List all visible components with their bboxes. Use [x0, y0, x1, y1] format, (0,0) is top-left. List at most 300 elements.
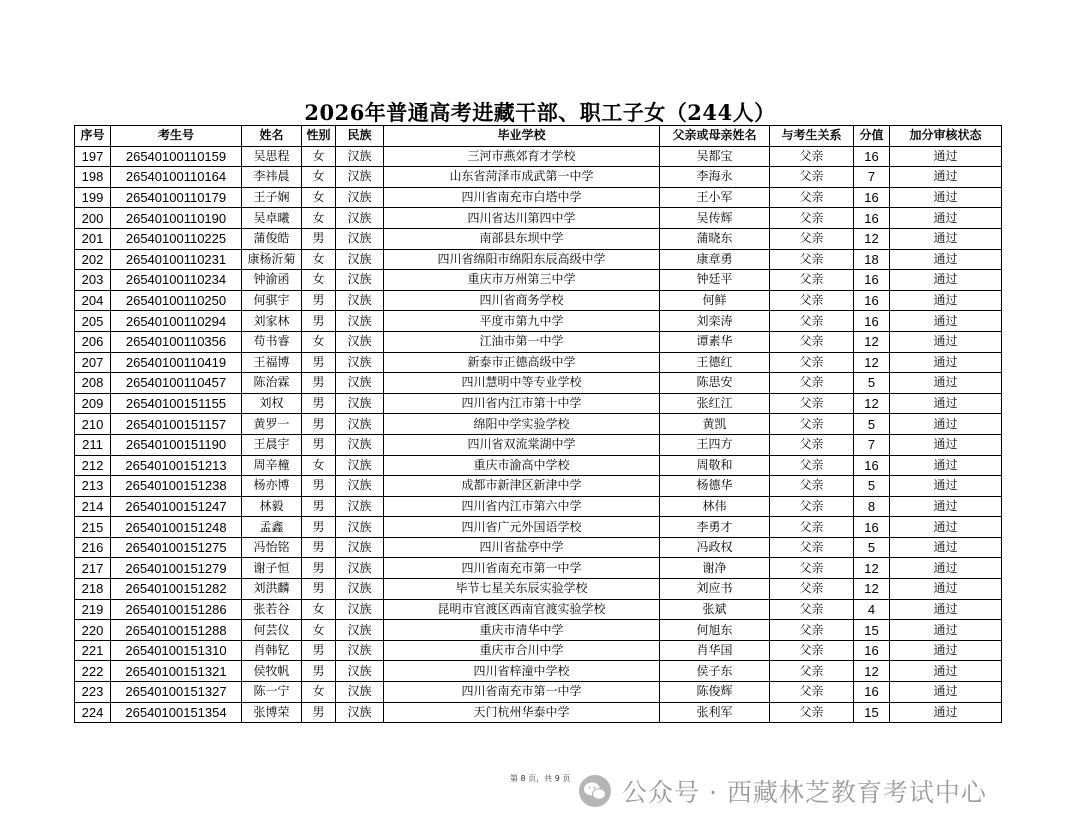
name-cell: 黄罗一 — [242, 414, 302, 435]
status-cell: 通过 — [890, 290, 1002, 311]
gender-cell: 女 — [302, 455, 336, 476]
name-cell: 林毅 — [242, 496, 302, 517]
seq-cell: 214 — [75, 496, 111, 517]
table-row — [75, 373, 1002, 394]
seq-cell: 209 — [75, 393, 111, 414]
status-cell: 通过 — [890, 270, 1002, 291]
score-cell: 5 — [854, 537, 890, 558]
column-header: 父亲或母亲姓名 — [660, 126, 770, 147]
relation-cell: 父亲 — [770, 702, 854, 723]
table-row — [75, 682, 1002, 703]
relation-cell: 父亲 — [770, 414, 854, 435]
table-row — [75, 455, 1002, 476]
parent-name-cell: 肖华国 — [660, 640, 770, 661]
parent-name-cell: 陈俊辉 — [660, 682, 770, 703]
name-cell: 陈一宁 — [242, 682, 302, 703]
ethnicity-cell: 汉族 — [336, 517, 384, 538]
name-cell: 蒲俊皓 — [242, 228, 302, 249]
ethnicity-cell: 汉族 — [336, 373, 384, 394]
score-cell: 16 — [854, 290, 890, 311]
exam-id-cell: 26540100151327 — [111, 682, 242, 703]
gender-cell: 男 — [302, 702, 336, 723]
parent-name-cell: 何旭东 — [660, 620, 770, 641]
gender-cell: 女 — [302, 167, 336, 188]
gender-cell: 女 — [302, 270, 336, 291]
table-row — [75, 393, 1002, 414]
exam-id-cell: 26540100151247 — [111, 496, 242, 517]
relation-cell: 父亲 — [770, 661, 854, 682]
status-cell: 通过 — [890, 476, 1002, 497]
status-cell: 通过 — [890, 455, 1002, 476]
table-row — [75, 496, 1002, 517]
exam-id-cell: 26540100110250 — [111, 290, 242, 311]
school-cell: 四川省广元外国语学校 — [384, 517, 660, 538]
seq-cell: 203 — [75, 270, 111, 291]
school-cell: 平度市第九中学 — [384, 311, 660, 332]
table-row — [75, 146, 1002, 167]
gender-cell: 男 — [302, 311, 336, 332]
ethnicity-cell: 汉族 — [336, 393, 384, 414]
exam-id-cell: 26540100110159 — [111, 146, 242, 167]
exam-id-cell: 26540100110356 — [111, 331, 242, 352]
table-row — [75, 249, 1002, 270]
name-cell: 何芸仪 — [242, 620, 302, 641]
status-cell: 通过 — [890, 393, 1002, 414]
school-cell: 四川省梓潼中学校 — [384, 661, 660, 682]
status-cell: 通过 — [890, 537, 1002, 558]
ethnicity-cell: 汉族 — [336, 682, 384, 703]
status-cell: 通过 — [890, 228, 1002, 249]
relation-cell: 父亲 — [770, 455, 854, 476]
status-cell: 通过 — [890, 702, 1002, 723]
ethnicity-cell: 汉族 — [336, 249, 384, 270]
parent-name-cell: 刘应书 — [660, 579, 770, 600]
ethnicity-cell: 汉族 — [336, 599, 384, 620]
score-cell: 4 — [854, 599, 890, 620]
school-cell: 四川省盐亭中学 — [384, 537, 660, 558]
table-row — [75, 599, 1002, 620]
score-cell: 15 — [854, 620, 890, 641]
parent-name-cell: 吴传辉 — [660, 208, 770, 229]
status-cell: 通过 — [890, 434, 1002, 455]
score-cell: 12 — [854, 393, 890, 414]
school-cell: 四川省南充市白塔中学 — [384, 187, 660, 208]
gender-cell: 男 — [302, 476, 336, 497]
score-cell: 7 — [854, 434, 890, 455]
exam-id-cell: 26540100151213 — [111, 455, 242, 476]
seq-cell: 202 — [75, 249, 111, 270]
exam-id-cell: 26540100151310 — [111, 640, 242, 661]
seq-cell: 220 — [75, 620, 111, 641]
relation-cell: 父亲 — [770, 579, 854, 600]
score-cell: 18 — [854, 249, 890, 270]
name-cell: 吴思程 — [242, 146, 302, 167]
exam-id-cell: 26540100151354 — [111, 702, 242, 723]
parent-name-cell: 吴都宝 — [660, 146, 770, 167]
column-header: 序号 — [75, 126, 111, 147]
exam-id-cell: 26540100151321 — [111, 661, 242, 682]
seq-cell: 223 — [75, 682, 111, 703]
ethnicity-cell: 汉族 — [336, 558, 384, 579]
table-row — [75, 476, 1002, 497]
seq-cell: 219 — [75, 599, 111, 620]
ethnicity-cell: 汉族 — [336, 620, 384, 641]
status-cell: 通过 — [890, 249, 1002, 270]
column-header: 毕业学校 — [384, 126, 660, 147]
table-row — [75, 167, 1002, 188]
seq-cell: 213 — [75, 476, 111, 497]
parent-name-cell: 钟廷平 — [660, 270, 770, 291]
table-row — [75, 208, 1002, 229]
ethnicity-cell: 汉族 — [336, 187, 384, 208]
status-cell: 通过 — [890, 620, 1002, 641]
ethnicity-cell: 汉族 — [336, 414, 384, 435]
score-cell: 12 — [854, 331, 890, 352]
wechat-icon — [578, 774, 612, 808]
exam-id-cell: 26540100151282 — [111, 579, 242, 600]
status-cell: 通过 — [890, 682, 1002, 703]
school-cell: 山东省菏泽市成武第一中学 — [384, 167, 660, 188]
name-cell: 苟书睿 — [242, 331, 302, 352]
school-cell: 江油市第一中学 — [384, 331, 660, 352]
gender-cell: 男 — [302, 290, 336, 311]
ethnicity-cell: 汉族 — [336, 496, 384, 517]
exam-id-cell: 26540100110419 — [111, 352, 242, 373]
table-row — [75, 702, 1002, 723]
exam-id-cell: 26540100110164 — [111, 167, 242, 188]
relation-cell: 父亲 — [770, 352, 854, 373]
exam-id-cell: 26540100151248 — [111, 517, 242, 538]
relation-cell: 父亲 — [770, 311, 854, 332]
seq-cell: 201 — [75, 228, 111, 249]
seq-cell: 216 — [75, 537, 111, 558]
status-cell: 通过 — [890, 558, 1002, 579]
name-cell: 钟渝函 — [242, 270, 302, 291]
page-number: 第 8 页，共 9 页 — [510, 774, 571, 783]
exam-id-cell: 26540100151157 — [111, 414, 242, 435]
name-cell: 刘家林 — [242, 311, 302, 332]
school-cell: 新泰市正德高级中学 — [384, 352, 660, 373]
school-cell: 昆明市官渡区西南官渡实验学校 — [384, 599, 660, 620]
score-cell: 15 — [854, 702, 890, 723]
table-row — [75, 517, 1002, 538]
status-cell: 通过 — [890, 167, 1002, 188]
gender-cell: 男 — [302, 228, 336, 249]
header-row — [75, 126, 1002, 147]
name-cell: 肖韩钇 — [242, 640, 302, 661]
relation-cell: 父亲 — [770, 187, 854, 208]
parent-name-cell: 谢净 — [660, 558, 770, 579]
gender-cell: 男 — [302, 393, 336, 414]
parent-name-cell: 谭素华 — [660, 331, 770, 352]
gender-cell: 男 — [302, 352, 336, 373]
name-cell: 周辛橦 — [242, 455, 302, 476]
relation-cell: 父亲 — [770, 146, 854, 167]
parent-name-cell: 刘栾涛 — [660, 311, 770, 332]
relation-cell: 父亲 — [770, 393, 854, 414]
gender-cell: 男 — [302, 579, 336, 600]
relation-cell: 父亲 — [770, 270, 854, 291]
status-cell: 通过 — [890, 517, 1002, 538]
candidate-table — [74, 125, 1002, 723]
school-cell: 重庆市万州第三中学 — [384, 270, 660, 291]
name-cell: 李祎晨 — [242, 167, 302, 188]
ethnicity-cell: 汉族 — [336, 146, 384, 167]
parent-name-cell: 何鲜 — [660, 290, 770, 311]
seq-cell: 221 — [75, 640, 111, 661]
exam-id-cell: 26540100151288 — [111, 620, 242, 641]
ethnicity-cell: 汉族 — [336, 331, 384, 352]
name-cell: 陈治霖 — [242, 373, 302, 394]
score-cell: 12 — [854, 352, 890, 373]
school-cell: 重庆市渝高中学校 — [384, 455, 660, 476]
exam-id-cell: 26540100110225 — [111, 228, 242, 249]
table-row — [75, 620, 1002, 641]
status-cell: 通过 — [890, 187, 1002, 208]
exam-id-cell: 26540100110179 — [111, 187, 242, 208]
score-cell: 12 — [854, 661, 890, 682]
seq-cell: 211 — [75, 434, 111, 455]
parent-name-cell: 康章勇 — [660, 249, 770, 270]
table-row — [75, 579, 1002, 600]
score-cell: 16 — [854, 208, 890, 229]
school-cell: 四川省内江市第六中学 — [384, 496, 660, 517]
table-row — [75, 290, 1002, 311]
status-cell: 通过 — [890, 331, 1002, 352]
gender-cell: 女 — [302, 146, 336, 167]
table-row — [75, 640, 1002, 661]
page-title: 2026年普通高考进藏干部、职工子女（244人） — [304, 100, 776, 125]
seq-cell: 210 — [75, 414, 111, 435]
seq-cell: 206 — [75, 331, 111, 352]
parent-name-cell: 王德红 — [660, 352, 770, 373]
name-cell: 张若谷 — [242, 599, 302, 620]
relation-cell: 父亲 — [770, 228, 854, 249]
relation-cell: 父亲 — [770, 558, 854, 579]
name-cell: 王子娴 — [242, 187, 302, 208]
name-cell: 王福博 — [242, 352, 302, 373]
status-cell: 通过 — [890, 311, 1002, 332]
name-cell: 杨亦博 — [242, 476, 302, 497]
seq-cell: 198 — [75, 167, 111, 188]
relation-cell: 父亲 — [770, 476, 854, 497]
score-cell: 16 — [854, 455, 890, 476]
relation-cell: 父亲 — [770, 599, 854, 620]
status-cell: 通过 — [890, 579, 1002, 600]
table-row — [75, 228, 1002, 249]
gender-cell: 女 — [302, 682, 336, 703]
exam-id-cell: 26540100110234 — [111, 270, 242, 291]
school-cell: 绵阳中学实验学校 — [384, 414, 660, 435]
seq-cell: 218 — [75, 579, 111, 600]
status-cell: 通过 — [890, 414, 1002, 435]
status-cell: 通过 — [890, 496, 1002, 517]
parent-name-cell: 杨德华 — [660, 476, 770, 497]
parent-name-cell: 冯政权 — [660, 537, 770, 558]
ethnicity-cell: 汉族 — [336, 290, 384, 311]
score-cell: 8 — [854, 496, 890, 517]
score-cell: 16 — [854, 640, 890, 661]
seq-cell: 207 — [75, 352, 111, 373]
score-cell: 16 — [854, 517, 890, 538]
table-row — [75, 661, 1002, 682]
gender-cell: 男 — [302, 537, 336, 558]
relation-cell: 父亲 — [770, 167, 854, 188]
gender-cell: 男 — [302, 661, 336, 682]
parent-name-cell: 陈思安 — [660, 373, 770, 394]
table-row — [75, 331, 1002, 352]
table-row — [75, 187, 1002, 208]
ethnicity-cell: 汉族 — [336, 537, 384, 558]
column-header: 姓名 — [242, 126, 302, 147]
column-header: 性别 — [302, 126, 336, 147]
name-cell: 何骐宇 — [242, 290, 302, 311]
school-cell: 南部县东坝中学 — [384, 228, 660, 249]
watermark — [578, 773, 987, 809]
relation-cell: 父亲 — [770, 682, 854, 703]
status-cell: 通过 — [890, 373, 1002, 394]
school-cell: 四川省绵阳市绵阳东辰高级中学 — [384, 249, 660, 270]
parent-name-cell: 李勇才 — [660, 517, 770, 538]
column-header: 加分审核状态 — [890, 126, 1002, 147]
table-row — [75, 434, 1002, 455]
parent-name-cell: 周敬和 — [660, 455, 770, 476]
name-cell: 吴卓曦 — [242, 208, 302, 229]
parent-name-cell: 李海永 — [660, 167, 770, 188]
ethnicity-cell: 汉族 — [336, 228, 384, 249]
table-row — [75, 414, 1002, 435]
seq-cell: 200 — [75, 208, 111, 229]
exam-id-cell: 26540100151275 — [111, 537, 242, 558]
ethnicity-cell: 汉族 — [336, 702, 384, 723]
gender-cell: 男 — [302, 434, 336, 455]
ethnicity-cell: 汉族 — [336, 311, 384, 332]
score-cell: 5 — [854, 414, 890, 435]
score-cell: 5 — [854, 476, 890, 497]
status-cell: 通过 — [890, 599, 1002, 620]
seq-cell: 224 — [75, 702, 111, 723]
gender-cell: 女 — [302, 249, 336, 270]
seq-cell: 197 — [75, 146, 111, 167]
name-cell: 谢子恒 — [242, 558, 302, 579]
gender-cell: 男 — [302, 558, 336, 579]
ethnicity-cell: 汉族 — [336, 476, 384, 497]
score-cell: 16 — [854, 682, 890, 703]
exam-id-cell: 26540100110294 — [111, 311, 242, 332]
ethnicity-cell: 汉族 — [336, 661, 384, 682]
relation-cell: 父亲 — [770, 517, 854, 538]
seq-cell: 208 — [75, 373, 111, 394]
gender-cell: 女 — [302, 187, 336, 208]
score-cell: 12 — [854, 228, 890, 249]
status-cell: 通过 — [890, 208, 1002, 229]
school-cell: 四川省商务学校 — [384, 290, 660, 311]
relation-cell: 父亲 — [770, 331, 854, 352]
exam-id-cell: 26540100151279 — [111, 558, 242, 579]
score-cell: 12 — [854, 558, 890, 579]
relation-cell: 父亲 — [770, 290, 854, 311]
seq-cell: 204 — [75, 290, 111, 311]
school-cell: 三河市燕郊育才学校 — [384, 146, 660, 167]
name-cell: 冯怡铭 — [242, 537, 302, 558]
gender-cell: 男 — [302, 373, 336, 394]
score-cell: 7 — [854, 167, 890, 188]
school-cell: 四川省达川第四中学 — [384, 208, 660, 229]
gender-cell: 男 — [302, 640, 336, 661]
gender-cell: 女 — [302, 331, 336, 352]
name-cell: 孟鑫 — [242, 517, 302, 538]
ethnicity-cell: 汉族 — [336, 352, 384, 373]
status-cell: 通过 — [890, 640, 1002, 661]
school-cell: 四川省南充市第一中学 — [384, 682, 660, 703]
parent-name-cell: 张斌 — [660, 599, 770, 620]
school-cell: 四川省南充市第一中学 — [384, 558, 660, 579]
seq-cell: 205 — [75, 311, 111, 332]
table-row — [75, 558, 1002, 579]
relation-cell: 父亲 — [770, 620, 854, 641]
column-header: 民族 — [336, 126, 384, 147]
seq-cell: 199 — [75, 187, 111, 208]
seq-cell: 222 — [75, 661, 111, 682]
exam-id-cell: 26540100151190 — [111, 434, 242, 455]
school-cell: 四川省双流棠湖中学 — [384, 434, 660, 455]
name-cell: 康杨沂菊 — [242, 249, 302, 270]
status-cell: 通过 — [890, 146, 1002, 167]
exam-id-cell: 26540100151238 — [111, 476, 242, 497]
seq-cell: 217 — [75, 558, 111, 579]
parent-name-cell: 张利军 — [660, 702, 770, 723]
parent-name-cell: 林伟 — [660, 496, 770, 517]
score-cell: 16 — [854, 270, 890, 291]
gender-cell: 女 — [302, 620, 336, 641]
relation-cell: 父亲 — [770, 537, 854, 558]
gender-cell: 男 — [302, 496, 336, 517]
gender-cell: 女 — [302, 208, 336, 229]
ethnicity-cell: 汉族 — [336, 640, 384, 661]
table-row — [75, 311, 1002, 332]
column-header: 与考生关系 — [770, 126, 854, 147]
table-row — [75, 352, 1002, 373]
school-cell: 四川省内江市第十中学 — [384, 393, 660, 414]
seq-cell: 215 — [75, 517, 111, 538]
gender-cell: 女 — [302, 599, 336, 620]
school-cell: 四川慧明中等专业学校 — [384, 373, 660, 394]
exam-id-cell: 26540100151286 — [111, 599, 242, 620]
score-cell: 5 — [854, 373, 890, 394]
relation-cell: 父亲 — [770, 208, 854, 229]
school-cell: 毕节七星关东辰实验学校 — [384, 579, 660, 600]
score-cell: 16 — [854, 311, 890, 332]
name-cell: 刘洪麟 — [242, 579, 302, 600]
parent-name-cell: 张红江 — [660, 393, 770, 414]
exam-id-cell: 26540100110457 — [111, 373, 242, 394]
parent-name-cell: 侯子东 — [660, 661, 770, 682]
parent-name-cell: 王四方 — [660, 434, 770, 455]
table-body — [75, 146, 1002, 723]
ethnicity-cell: 汉族 — [336, 579, 384, 600]
score-cell: 12 — [854, 579, 890, 600]
table-row — [75, 270, 1002, 291]
ethnicity-cell: 汉族 — [336, 208, 384, 229]
name-cell: 刘权 — [242, 393, 302, 414]
exam-id-cell: 26540100110231 — [111, 249, 242, 270]
exam-id-cell: 26540100110190 — [111, 208, 242, 229]
column-header: 考生号 — [111, 126, 242, 147]
exam-id-cell: 26540100151155 — [111, 393, 242, 414]
school-cell: 重庆市合川中学 — [384, 640, 660, 661]
table-row — [75, 537, 1002, 558]
parent-name-cell: 黄凯 — [660, 414, 770, 435]
